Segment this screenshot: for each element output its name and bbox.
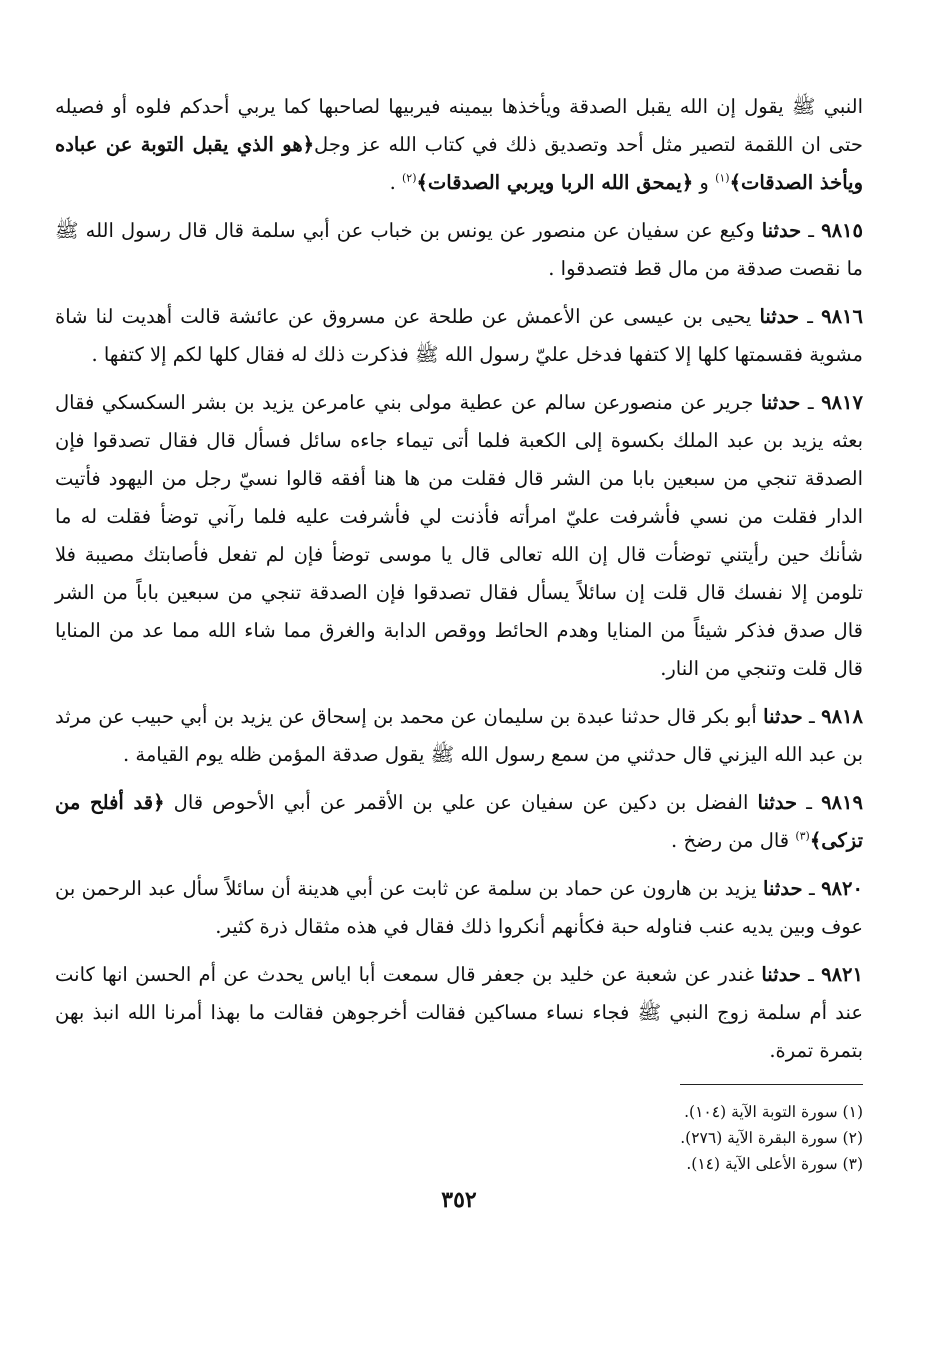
hadith-paragraph: ٩٨٢٠ ـ حدثنا يزيد بن هارون عن حماد بن سلمة عن ثابت عن أبي هدينة أن سائلاً سأل عبد الرحمن بن عوف وبين يديه عنب فناوله حبة فكأنهم أنكروا ذلك فقال في هذه مثقال ذرة كثير. xyxy=(55,877,863,938)
narration-lead: حدثنا xyxy=(760,391,801,414)
hadith-text: قال من رضخ . xyxy=(671,829,796,852)
footnote-divider xyxy=(680,1084,863,1085)
hadith-text: النبي ﷺ يقول إن الله يقبل الصدقة ويأخذها بيمينه فيربيها لصاحبها كما يربي أحدكم فلوه أو فصيله حتى ان اللقمة لتصير مثل أحد وتصديق ذلك في كتاب الله عز وجل xyxy=(55,95,863,156)
quran-quote: ﴿هو الذي يقبل التوبة عن عباده ويأخذ الصدقات﴾ xyxy=(55,133,863,194)
footnotes xyxy=(55,1099,863,1177)
narration-lead: حدثنا xyxy=(757,791,798,814)
hadith-number: ٩٨١٨ xyxy=(821,705,863,728)
hadith-text: يحيى بن عيسى عن الأعمش عن طلحة عن مسروق عن عائشة قالت أهديت لنا شاة مشوية فقسمتها كلها إلا كتفها فدخل عليّ رسول الله ﷺ فذكرت ذلك له فقال كلها لكم إلا كتفها . xyxy=(55,305,863,366)
hadith-number: ٩٨١٩ xyxy=(821,791,863,814)
footnote: (١) سورة التوبة الآية (١٠٤). xyxy=(684,1103,863,1121)
continued-paragraph xyxy=(55,88,863,202)
hadith-number: ٩٨١٥ xyxy=(821,219,863,242)
hadith-paragraph: ٩٨١٥ ـ حدثنا وكيع عن سفيان عن منصور عن يونس بن خباب عن أبي سلمة قال قال رسول الله ﷺ ما نقصت صدقة من مال قط فتصدقوا . xyxy=(55,219,863,280)
narration-lead: حدثنا xyxy=(763,705,803,728)
hadith-text: غندر عن شعبة عن خليد بن جعفر قال سمعت أبا اياس يحدث عن أم الحسن انها كانت عند أم سلمة زوج النبي ﷺ فجاء نساء مساكين فقالت أخرجوهن فقالت ما بهذا أمرنا الله انبذ بهن بتمرة تمرة. xyxy=(55,963,863,1062)
hadith-paragraph: ٩٨٢١ ـ حدثنا غندر عن شعبة عن خليد بن جعفر قال سمعت أبا اياس يحدث عن أم الحسن انها كانت عند أم سلمة زوج النبي ﷺ فجاء نساء مساكين فقالت أخرجوهن فقالت ما بهذا أمرنا الله انبذ بهن بتمرة تمرة. xyxy=(55,963,863,1062)
narration-lead: حدثنا xyxy=(763,877,803,900)
hadith-text: الفضل بن دكين عن سفيان عن علي بن الأقمر عن أبي الأحوص قال xyxy=(164,791,758,814)
hadith-number: ٩٨١٦ xyxy=(821,305,863,328)
narration-lead: حدثنا xyxy=(761,963,801,986)
narration-lead: حدثنا xyxy=(759,305,800,328)
hadith-body xyxy=(55,88,863,1070)
hadith-number: ٩٨١٧ xyxy=(821,391,863,414)
page-number: ٣٥٢ xyxy=(441,1187,477,1213)
footnote: (٢) سورة البقرة الآية (٢٧٦). xyxy=(680,1129,863,1147)
hadith-paragraph: ٩٨١٧ ـ حدثنا جرير عن منصورعن سالم عن عطية مولى بني عامرعن يزيد بن بشر السكسكي فقال بعثه يزيد بن عبد الملك بكسوة إلى الكعبة فلما أتى تيماء جاءه سائل فسأل قال فقال تصدقوا فإن الصدقة تنجي من سبعين بابا من الشر قال فقلت من ها هنا أفقه قالوا نسيّ رجل من اليهود فأتيت الدار فقلت من نسي فأشرفت عليّ امرأته فأذنت لي فأشرفت عليه فلما رآني توضأ فقلت له ما شأنك حين رأيتني توضأت قال إن الله تعالى قال يا موسى توضأ فإن لم تفعل فأصابتك مصيبة فلا تلومن إلا نفسك قال قلت إن سائلاً يسأل فقال تصدقوا فإن الصدقة تنجي من سبعين باباً من الشر قال صدق فذكر شيئاً من المنايا وهدم الحائط ووقص الدابة والغرق مما شاء الله مما عد من المنايا قال قلت وتنجي من النار. xyxy=(55,391,863,680)
narration-lead: حدثنا xyxy=(761,219,802,242)
hadith-paragraph: ٩٨١٦ ـ حدثنا يحيى بن عيسى عن الأعمش عن طلحة عن مسروق عن عائشة قالت أهديت لنا شاة مشوية فقسمتها كلها إلا كتفها فدخل عليّ رسول الله ﷺ فذكرت ذلك له فقال كلها لكم إلا كتفها . xyxy=(55,305,863,366)
hadith-paragraph: ٩٨١٩ ـ حدثنا الفضل بن دكين عن سفيان عن علي بن الأقمر عن أبي الأحوص قال ﴿قد أفلح من تزكى﴾$^{(٣)}$ قال من رضخ . xyxy=(55,791,863,852)
hadith-text: جرير عن منصورعن سالم عن عطية مولى بني عامرعن يزيد بن بشر السكسكي فقال بعثه يزيد بن عبد الملك بكسوة إلى الكعبة فلما أتى تيماء جاءه سائل فسأل قال فقال تصدقوا فإن الصدقة تنجي من سبعين بابا من الشر قال فقلت من ها هنا أفقه قالوا نسيّ رجل من اليهود فأتيت الدار فقلت من نسي فأشرفت عليّ امرأته فأذنت لي فأشرفت عليه فلما رآني توضأ فقلت له ما شأنك حين رأيتني توضأت قال إن الله تعالى قال يا موسى توضأ فإن لم تفعل فأصابتك مصيبة فلا تلومن إلا نفسك قال قلت إن سائلاً يسأل فقال تصدقوا فإن الصدقة تنجي من سبعين باباً من الشر قال صدق فذكر شيئاً من المنايا وهدم الحائط ووقص الدابة والغرق مما شاء الله مما عد من المنايا قال قلت وتنجي من النار. xyxy=(55,391,863,680)
hadith-text: يزيد بن هارون عن حماد بن سلمة عن ثابت عن أبي هدينة أن سائلاً سأل عبد الرحمن بن عوف وبين يديه عنب فناوله حبة فكأنهم أنكروا ذلك فقال في هذه مثقال ذرة كثير. xyxy=(55,877,863,938)
hadith-number: ٩٨٢٠ xyxy=(821,877,863,900)
footnote-ref: (١) xyxy=(715,171,730,185)
footnote-ref: (٣) xyxy=(795,829,810,843)
hadith-paragraph: ٩٨١٨ ـ حدثنا أبو بكر قال حدثنا عبدة بن سليمان عن محمد بن إسحاق عن يزيد بن أبي حبيب عن مرثد بن عبد الله اليزني قال حدثني من سمع رسول الله ﷺ يقول صدقة المؤمن ظله يوم القيامة . xyxy=(55,705,863,766)
footnote: (٣) سورة الأعلى الآية (١٤). xyxy=(686,1155,863,1173)
hadith-text: وكيع عن سفيان عن منصور عن يونس بن خباب عن أبي سلمة قال قال رسول الله ﷺ ما نقصت صدقة من مال قط فتصدقوا . xyxy=(55,219,863,280)
hadith-text: و xyxy=(693,171,716,194)
footnote-ref: (٢) xyxy=(401,171,417,185)
hadith-number: ٩٨٢١ xyxy=(821,963,863,986)
hadith-text: . xyxy=(389,171,402,194)
quran-quote: ﴿قد أفلح من تزكى﴾ xyxy=(55,791,863,852)
quran-quote: ﴿يمحق الله الربا ويربي الصدقات﴾ xyxy=(416,171,694,194)
hadith-text: أبو بكر قال حدثنا عبدة بن سليمان عن محمد بن إسحاق عن يزيد بن أبي حبيب عن مرثد بن عبد الله اليزني قال حدثني من سمع رسول الله ﷺ يقول صدقة المؤمن ظله يوم القيامة . xyxy=(55,705,863,766)
